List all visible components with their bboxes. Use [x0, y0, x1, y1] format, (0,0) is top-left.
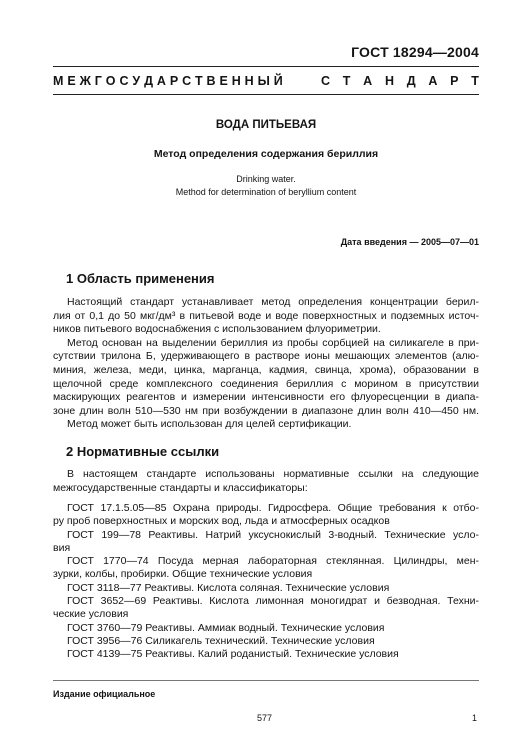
- reference-line: ГОСТ 3956—76 Силикагель технический. Технические условия: [67, 634, 375, 647]
- section-1-body: [53, 296, 479, 432]
- footer-rule: [53, 680, 479, 681]
- banner-letter: Д: [406, 74, 416, 88]
- normative-references-list: [53, 502, 479, 662]
- section-1-line: Метод может быть использован для целей сертификации.: [67, 418, 352, 431]
- banner-letter: О: [105, 74, 116, 88]
- banner-letter: Ы: [257, 74, 270, 88]
- section-1-line: сутствии трилона Б, удерживающего в растворе ионы мешающих элементов (алю-: [53, 350, 479, 363]
- reference-line: ГОСТ 1770—74 Посуда мерная лабораторная стеклянная. Цилиндры, мен-: [67, 555, 479, 568]
- section-1-heading: 1 Область применения: [66, 271, 215, 286]
- reference-line: ГОСТ 3652—69 Реактивы. Кислота лимонная моногидрат и безводная. Техни-: [67, 595, 479, 608]
- banner-letter: Р: [169, 74, 179, 88]
- effective-date: Дата введения — 2005—07—01: [340, 237, 479, 247]
- standard-code: ГОСТ 18294—2004: [351, 44, 479, 60]
- banner-letter: А: [156, 74, 166, 88]
- section-2-heading: 2 Нормативные ссылки: [66, 444, 220, 459]
- banner-letter: Т: [195, 74, 203, 88]
- banner-letter: Н: [244, 74, 254, 88]
- header-rule-top: [53, 66, 479, 67]
- reference-line: ГОСТ 3118—77 Реактивы. Кислота соляная. Технические условия: [67, 581, 390, 594]
- banner-letter: Ж: [79, 74, 91, 88]
- banner-letter: Р: [450, 74, 459, 88]
- section-1-line: маскирующих реагентов и измерении интенсивности его флуоресценции в диапа-: [53, 391, 479, 404]
- english-title-line-2: Method for determination of beryllium content: [175, 187, 357, 197]
- banner-letter: С: [321, 74, 331, 88]
- banner-letter: А: [363, 74, 373, 88]
- banner-letter: Н: [384, 74, 394, 88]
- banner-letter: Г: [94, 74, 102, 88]
- banner-letter: С: [119, 74, 129, 88]
- reference-line: ру проб поверхностных и морских вод, льда и атмосферных осадков: [53, 515, 390, 528]
- banner-letter: Е: [67, 74, 76, 88]
- banner-letter: А: [428, 74, 438, 88]
- section-1-line: зоне длин волн 510—530 нм при возбуждении в диапазоне длин волн 410—450 нм.: [53, 404, 479, 417]
- document-subtitle: Метод определения содержания бериллия: [153, 148, 379, 160]
- reference-line: ГОСТ 4139—75 Реактивы. Калий роданистый. Технические условия: [67, 648, 399, 661]
- reference-line: зурки, колбы, пробирки. Общие технические условия: [53, 568, 313, 581]
- banner-letter: В: [206, 74, 216, 88]
- official-edition-label: Издание официальное: [53, 689, 156, 699]
- banner-word-interstate: [53, 74, 283, 88]
- page-number: 577: [256, 713, 273, 723]
- banner-letter: Н: [231, 74, 241, 88]
- section-1-line: Настоящий стандарт устанавливает метод определения концентрации берил-: [67, 296, 479, 308]
- interstate-standard-banner: [53, 74, 479, 88]
- section-1-line: Метод основан на выделении бериллия из пробы сорбцией на силикагеле в при-: [67, 336, 479, 349]
- document-title: ВОДА ПИТЬЕВАЯ: [215, 119, 317, 131]
- banner-letter: Д: [144, 74, 153, 88]
- section-1-line: щелочной среде комплексного соединения бериллия с морином в присутствии: [53, 377, 479, 390]
- banner-letter: Е: [219, 74, 228, 88]
- header-rule-bottom: [53, 94, 479, 95]
- banner-letter: Й: [273, 74, 283, 88]
- banner-letter: М: [53, 74, 64, 88]
- section-2-intro-line: межгосударственные стандарты и классификаторы:: [53, 481, 308, 494]
- section-1-line: миния, железа, меди, цинка, марганца, кадмия, свинца, хрома), образовании в: [53, 363, 479, 376]
- section-2-intro: [53, 468, 479, 495]
- section-2-intro-line: В настоящем стандарте использованы нормативные ссылки на следующие: [67, 468, 479, 480]
- section-1-line: ников питьевого водоснабжения с использованием флуориметрии.: [53, 323, 381, 336]
- section-1-line: лия от 0,1 до 50 мкг/дм³ в питьевой воде и воде поверхностных и подземных источ-: [53, 309, 479, 322]
- banner-word-standard: [321, 74, 479, 88]
- banner-letter: У: [132, 74, 141, 88]
- banner-letter: С: [182, 74, 192, 88]
- page-index: 1: [471, 713, 477, 723]
- english-title-line-1: Drinking water.: [236, 174, 296, 184]
- reference-line: ГОСТ 3760—79 Реактивы. Аммиак водный. Технические условия: [67, 621, 385, 634]
- reference-line: вия: [53, 541, 71, 554]
- reference-line: ческие условия: [53, 608, 129, 621]
- banner-letter: Т: [342, 74, 351, 88]
- reference-line: ГОСТ 199—78 Реактивы. Натрий уксуснокислый 3-водный. Технические усло-: [67, 528, 479, 541]
- banner-letter: Т: [471, 74, 479, 88]
- reference-line: ГОСТ 17.1.5.05—85 Охрана природы. Гидросфера. Общие требования к отбо-: [67, 502, 479, 514]
